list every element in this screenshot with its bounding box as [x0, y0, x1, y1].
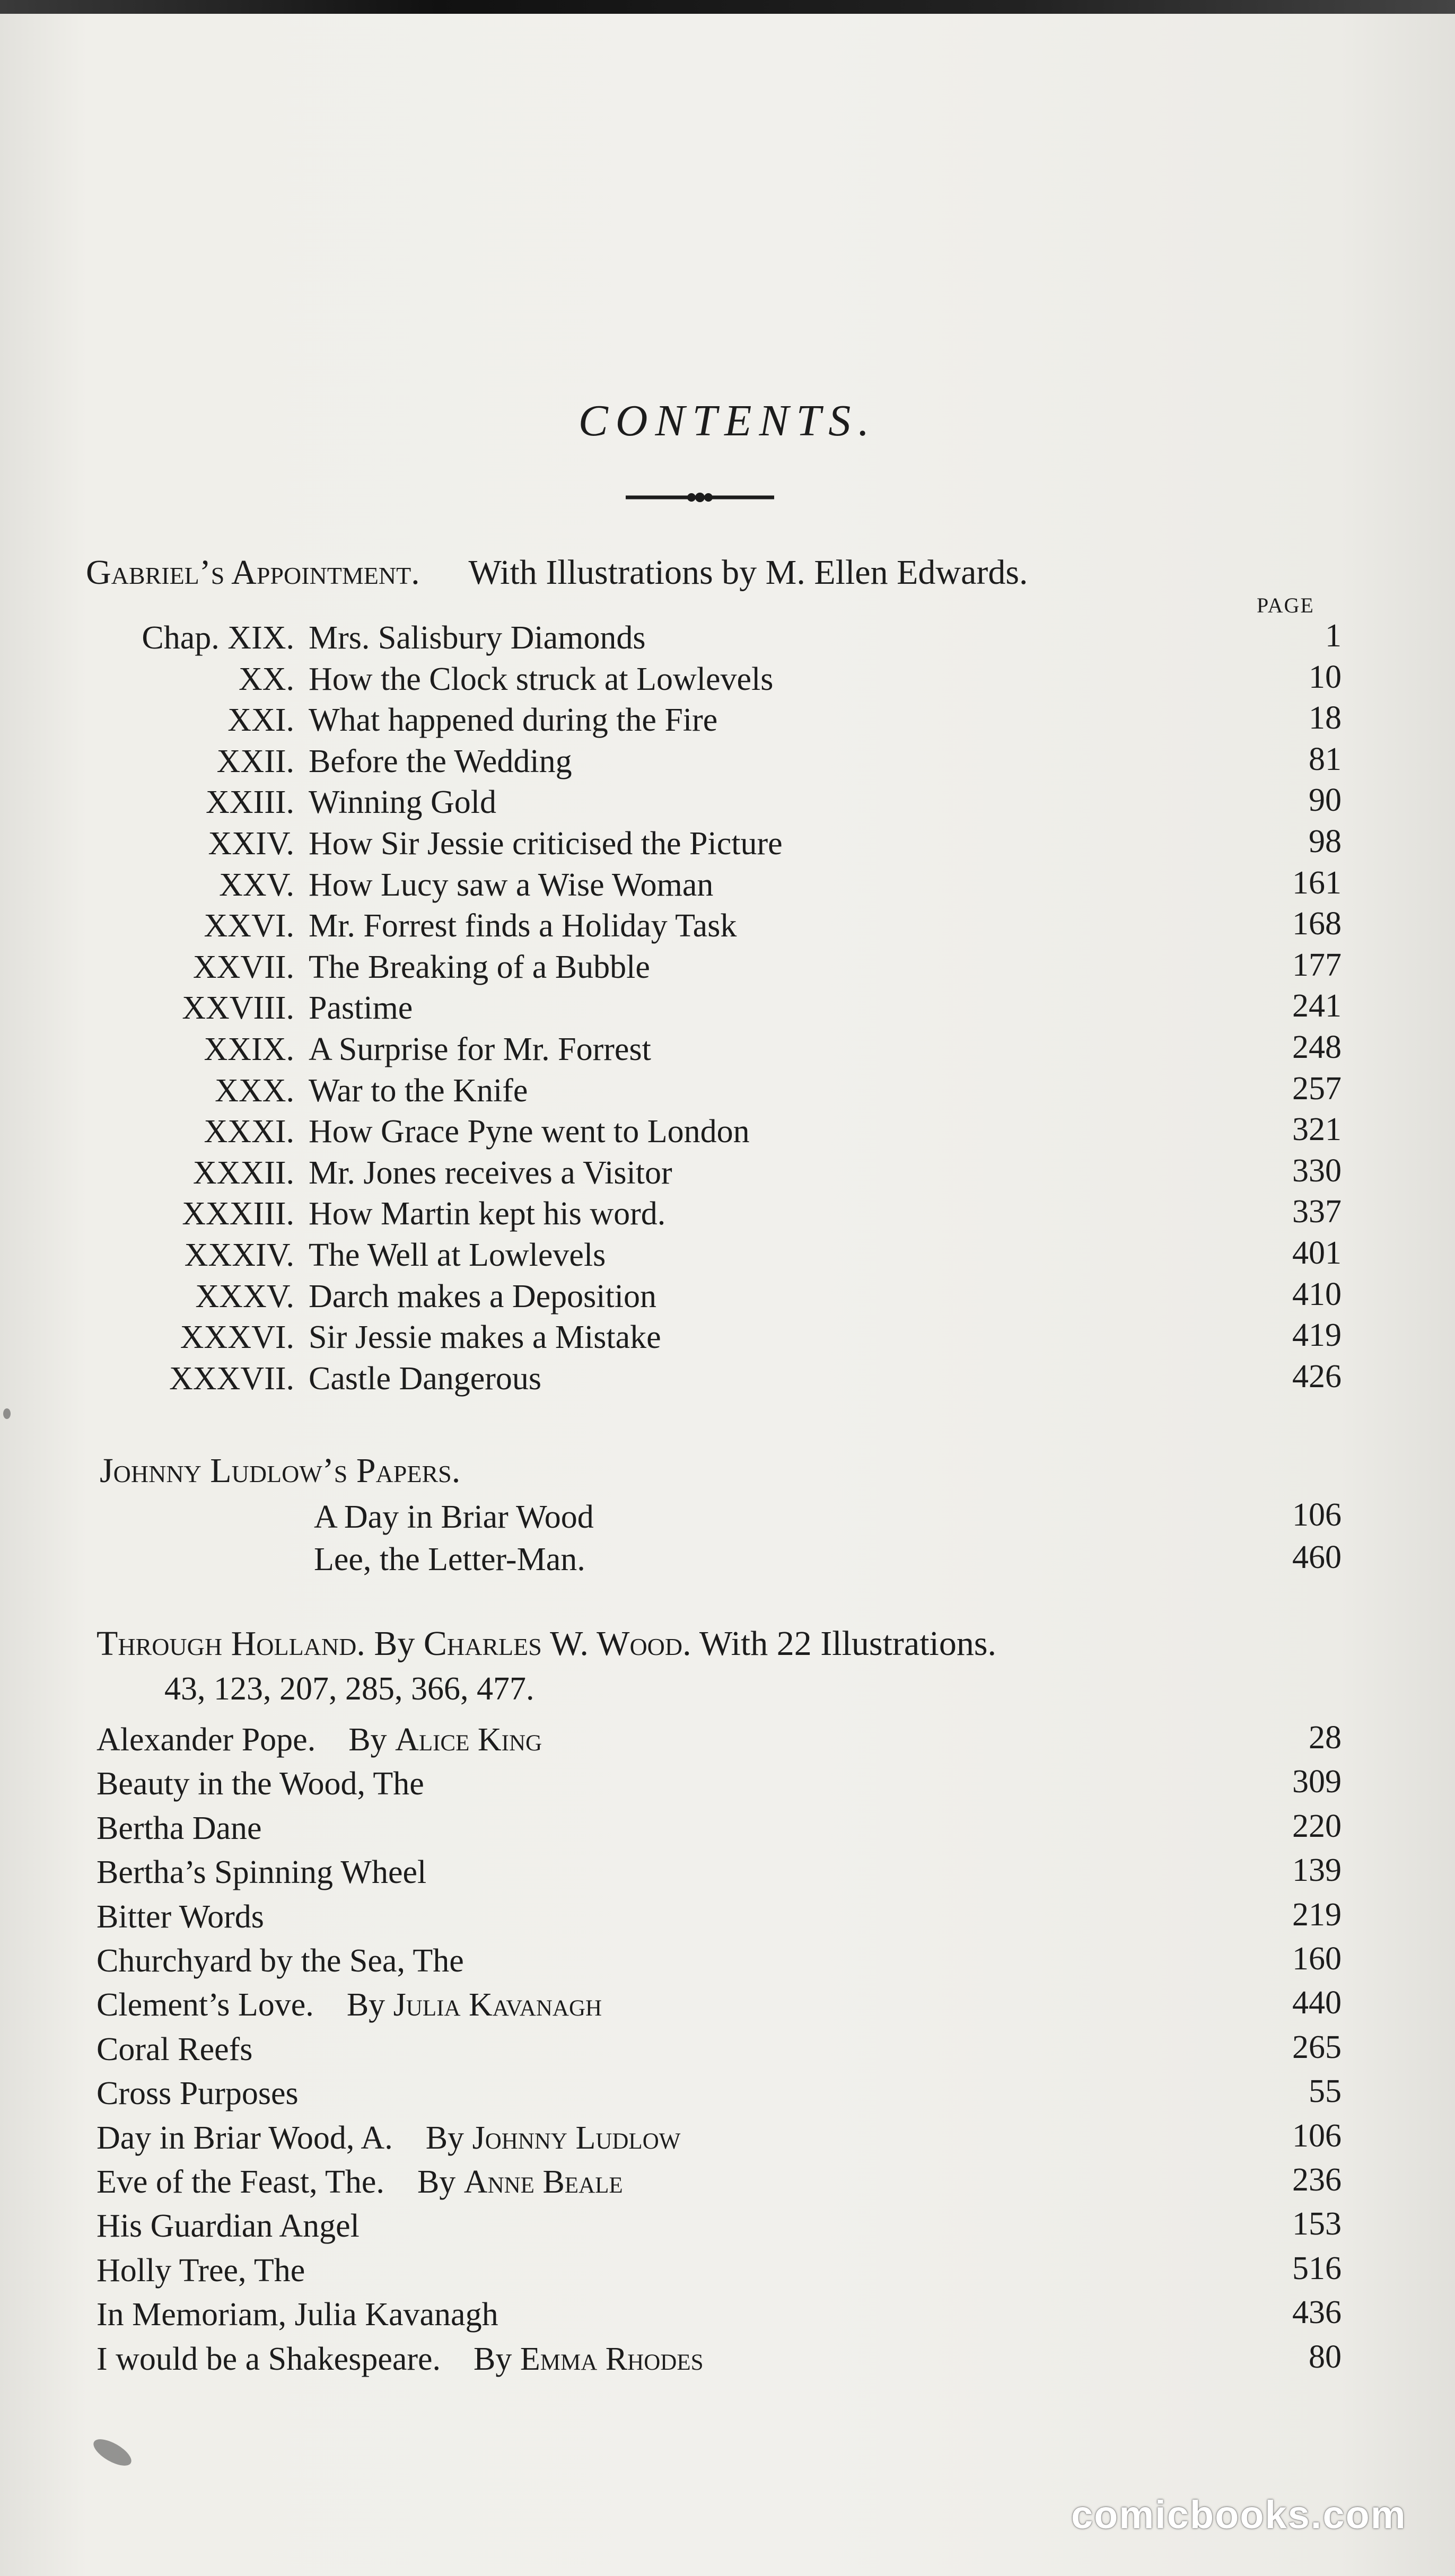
article-name: Eve of the Feast, The.: [97, 2164, 384, 2200]
chapter-row: [0, 702, 1455, 743]
chapter-title: How Lucy saw a Wise Woman: [309, 866, 714, 903]
page-number: 81: [1309, 741, 1342, 777]
byline-by: By: [417, 2164, 456, 2200]
article-name: Alexander Pope.: [97, 1722, 316, 1758]
article-name: Holly Tree, The: [97, 2252, 305, 2289]
page-number: 248: [1292, 1029, 1342, 1065]
article-title: [97, 1765, 424, 1803]
article-title: [97, 2031, 252, 2069]
article-title: [97, 2075, 299, 2113]
chapter-row: [0, 661, 1455, 702]
dot-leader: [370, 2207, 1257, 2249]
chapter-title: Winning Gold: [309, 784, 496, 821]
article-row: [0, 1942, 1455, 1984]
article-row: [0, 2119, 1455, 2161]
chapter-title: Mrs. Salisbury Diamonds: [309, 620, 646, 656]
dot-leader: [583, 743, 1257, 784]
chapter-title: War to the Knife: [309, 1072, 528, 1109]
dot-leader: [661, 949, 1257, 990]
contents-heading: CONTENTS.: [578, 396, 877, 445]
chapter-row: [0, 1278, 1455, 1319]
dot-leader: [604, 1499, 1257, 1540]
section-ludlow-heading: Johnny Ludlow’s Papers.: [100, 1451, 461, 1490]
chapter-number: XXXII.: [192, 1154, 294, 1191]
page-number: 18: [1309, 700, 1342, 737]
byline-by: By: [346, 1987, 385, 2023]
chapter-row: [0, 784, 1455, 825]
page-number: 139: [1292, 1852, 1342, 1889]
page-number: 419: [1292, 1317, 1342, 1354]
article-name: Cross Purposes: [97, 2075, 299, 2112]
chapter-number: XXX.: [215, 1072, 294, 1109]
dot-leader: [714, 2341, 1257, 2382]
page-number: 460: [1292, 1539, 1342, 1575]
article-author: Alice King: [395, 1722, 542, 1758]
page-number: 321: [1292, 1111, 1342, 1148]
ludlow-row: [0, 1541, 1455, 1582]
dot-leader: [475, 1942, 1257, 1984]
chapter-row: [0, 1154, 1455, 1196]
dot-leader: [315, 2252, 1257, 2293]
dot-leader: [760, 1113, 1257, 1154]
section-author: Charles W. Wood.: [423, 1624, 691, 1663]
page-number: 1: [1325, 618, 1342, 654]
site-watermark: comicbooks.com: [1071, 2493, 1407, 2537]
article-name: Bertha Dane: [97, 1810, 262, 1846]
dot-leader: [263, 2031, 1257, 2072]
article-title: [97, 1986, 602, 2024]
section-title: Through Holland.: [97, 1624, 365, 1663]
page-number: 265: [1292, 2029, 1342, 2065]
dot-leader: [784, 661, 1257, 702]
chapter-title: The Breaking of a Bubble: [309, 949, 650, 985]
dot-leader: [273, 1810, 1257, 1851]
article-name: Bitter Words: [97, 1898, 264, 1935]
dot-leader: [656, 619, 1257, 661]
article-row: [0, 1721, 1455, 1763]
chapter-title: Mr. Forrest finds a Holiday Task: [309, 908, 737, 944]
article-name: Bertha’s Spinning Wheel: [97, 1854, 427, 1891]
dot-leader: [724, 866, 1257, 908]
page-column-label: PAGE: [1257, 593, 1314, 617]
byline-by: By: [425, 2119, 464, 2156]
article-name: Beauty in the Wood, The: [97, 1766, 424, 1802]
page-number: 28: [1309, 1720, 1342, 1756]
dot-leader: [747, 907, 1257, 949]
dot-leader: [676, 1195, 1257, 1237]
dot-leader: [612, 1986, 1257, 2028]
dot-leader: [275, 1898, 1257, 1940]
article-row: [0, 1765, 1455, 1807]
chapter-row: [0, 1113, 1455, 1154]
chapter-number: Chap. XIX.: [142, 620, 294, 656]
chapter-row: [0, 825, 1455, 866]
article-author: Anne Beale: [463, 2164, 623, 2200]
article-title: [97, 2163, 623, 2201]
dot-leader: [507, 784, 1257, 825]
dot-leader: [683, 1154, 1257, 1196]
ink-smudge: [3, 1408, 11, 1419]
article-row: [0, 2252, 1455, 2293]
dot-leader: [728, 702, 1257, 743]
page-number: 309: [1292, 1764, 1342, 1800]
page-number: 161: [1292, 864, 1342, 901]
dot-leader: [309, 2075, 1257, 2116]
ink-smudge: [90, 2434, 135, 2470]
page-number: 10: [1309, 659, 1342, 695]
chapter-title: Mr. Jones receives a Visitor: [309, 1154, 672, 1191]
article-row: [0, 2207, 1455, 2249]
chapter-title: Pastime: [309, 990, 413, 1027]
article-name: Day in Briar Wood, A.: [97, 2119, 393, 2156]
chapter-row: [0, 1031, 1455, 1072]
page-number: 337: [1292, 1194, 1342, 1230]
page-number: 410: [1292, 1276, 1342, 1312]
dot-leader: [553, 1721, 1257, 1763]
chapter-row: [0, 1237, 1455, 1278]
page-number: 426: [1292, 1358, 1342, 1395]
article-title: [97, 1854, 426, 1891]
page-number: 516: [1292, 2250, 1342, 2286]
section-gabriel-heading: [86, 553, 1028, 593]
page-number: 168: [1292, 906, 1342, 942]
dot-leader: [634, 2163, 1257, 2205]
page-number: 401: [1292, 1235, 1342, 1271]
chapter-title: Castle Dangerous: [309, 1360, 542, 1397]
article-row: [0, 2031, 1455, 2072]
dot-leader: [691, 2119, 1257, 2161]
chapter-number: XXXVI.: [180, 1319, 294, 1356]
article-author: Emma Rhodes: [520, 2341, 704, 2377]
page-number: 220: [1292, 1808, 1342, 1844]
article-name: I would be a Shakespeare.: [97, 2341, 441, 2377]
chapter-row: [0, 1195, 1455, 1237]
article-name: Coral Reefs: [97, 2031, 253, 2067]
dot-leader: [538, 1072, 1257, 1114]
page-number: 219: [1292, 1896, 1342, 1933]
chapter-number: XXIX.: [204, 1031, 294, 1067]
dot-leader: [423, 989, 1257, 1031]
byline-by: By: [374, 1624, 415, 1663]
chapter-row: [0, 907, 1455, 949]
chapter-row: [0, 1072, 1455, 1114]
chapter-number: XXI.: [227, 702, 294, 739]
article-title: [97, 2252, 305, 2290]
item-title: Lee, the Letter-Man.: [314, 1541, 585, 1578]
page-number: 106: [1292, 1497, 1342, 1533]
chapter-row: [0, 619, 1455, 661]
chapter-row: [0, 1319, 1455, 1360]
page-number: 177: [1292, 947, 1342, 983]
page-number: 241: [1292, 988, 1342, 1024]
page-number: 436: [1292, 2294, 1342, 2331]
article-name: Clement’s Love.: [97, 1987, 314, 2023]
article-row: [0, 1986, 1455, 2028]
chapter-number: XXIII.: [206, 784, 294, 821]
article-title: [97, 1721, 542, 1759]
chapter-title: How Grace Pyne went to London: [309, 1114, 750, 1150]
chapter-row: [0, 949, 1455, 990]
article-row: [0, 1854, 1455, 1895]
article-title: [97, 2119, 680, 2157]
ornament-divider-icon: [626, 488, 774, 507]
article-title: [97, 2296, 498, 2334]
chapter-row: [0, 866, 1455, 908]
article-row: [0, 2163, 1455, 2205]
chapter-number: XXVIII.: [182, 990, 294, 1027]
page-number: 153: [1292, 2206, 1342, 2242]
page-number: 440: [1292, 1985, 1342, 2021]
section-title: Gabriel’s Appointment.: [86, 553, 420, 592]
dot-leader: [437, 1854, 1257, 1895]
article-title: [97, 1942, 464, 1980]
dot-leader: [616, 1237, 1257, 1278]
article-name: Churchyard by the Sea, The: [97, 1943, 464, 1979]
holland-pages: 43, 123, 207, 285, 366, 477.: [164, 1671, 534, 1707]
chapter-number: XXXIII.: [182, 1196, 294, 1232]
item-title: A Day in Briar Wood: [314, 1499, 594, 1535]
article-name: In Memoriam, Julia Kavanagh: [97, 2297, 498, 2333]
chapter-number: XXVII.: [192, 949, 294, 985]
byline-by: By: [474, 2341, 512, 2377]
page-number: 98: [1309, 823, 1342, 860]
article-row: [0, 2338, 1455, 2382]
article-row: [0, 1898, 1455, 1940]
article-row: [0, 2075, 1455, 2116]
chapter-title: Before the Wedding: [309, 743, 572, 779]
chapter-row: [0, 1360, 1455, 1401]
chapter-title: What happened during the Fire: [309, 702, 718, 739]
page-number: 80: [1309, 2338, 1342, 2375]
chapter-number: XXIV.: [208, 826, 294, 862]
section-holland-heading: [97, 1624, 996, 1664]
chapter-number: XXXI.: [204, 1114, 294, 1150]
article-author: Julia Kavanagh: [393, 1987, 602, 2023]
ludlow-row: [0, 1499, 1455, 1540]
chapter-number: XXVI.: [204, 908, 294, 944]
chapter-number: XXII.: [216, 743, 294, 779]
page-top-edge: [0, 0, 1455, 14]
dot-leader: [509, 2296, 1257, 2337]
chapter-title: Sir Jessie makes a Mistake: [309, 1319, 661, 1356]
chapter-title: How Martin kept his word.: [309, 1196, 666, 1232]
dot-leader: [435, 1765, 1257, 1807]
dot-leader: [667, 1278, 1257, 1319]
chapter-number: XXV.: [219, 866, 294, 903]
page-number: 236: [1292, 2162, 1342, 2198]
chapter-title: How Sir Jessie criticised the Picture: [309, 826, 783, 862]
chapter-title: A Surprise for Mr. Forrest: [309, 1031, 651, 1067]
chapter-number: XXXV.: [195, 1278, 294, 1315]
chapter-number: XXXVII.: [169, 1360, 294, 1397]
page-number: 330: [1292, 1152, 1342, 1189]
article-author: Johnny Ludlow: [472, 2119, 681, 2156]
chapter-title: Darch makes a Deposition: [309, 1278, 656, 1315]
page-number: 257: [1292, 1070, 1342, 1107]
chapter-number: XX.: [238, 661, 294, 697]
section-illustrations: With 22 Illustrations.: [699, 1624, 997, 1663]
page-number: 90: [1309, 782, 1342, 819]
article-name: His Guardian Angel: [97, 2208, 360, 2245]
byline-by: By: [348, 1722, 387, 1758]
chapter-row: [0, 743, 1455, 784]
chapter-number: XXXIV.: [184, 1237, 294, 1273]
dot-leader: [793, 825, 1257, 866]
article-title: [97, 1810, 262, 1847]
page-number: 106: [1292, 2117, 1342, 2154]
article-row: [0, 2296, 1455, 2337]
chapter-title: How the Clock struck at Lowlevels: [309, 661, 774, 697]
article-title: [97, 2207, 360, 2245]
page-number: 160: [1292, 1941, 1342, 1977]
chapter-title: The Well at Lowlevels: [309, 1237, 606, 1273]
article-title: [97, 1898, 264, 1936]
dot-leader: [672, 1319, 1257, 1360]
dot-leader: [552, 1360, 1257, 1401]
article-title: [97, 2341, 704, 2378]
dot-leader: [662, 1031, 1257, 1072]
chapter-row: [0, 989, 1455, 1031]
section-byline: With Illustrations by M. Ellen Edwards.: [468, 553, 1028, 592]
dot-leader: [596, 1541, 1257, 1582]
page-number: 55: [1309, 2073, 1342, 2110]
article-row: [0, 1810, 1455, 1851]
